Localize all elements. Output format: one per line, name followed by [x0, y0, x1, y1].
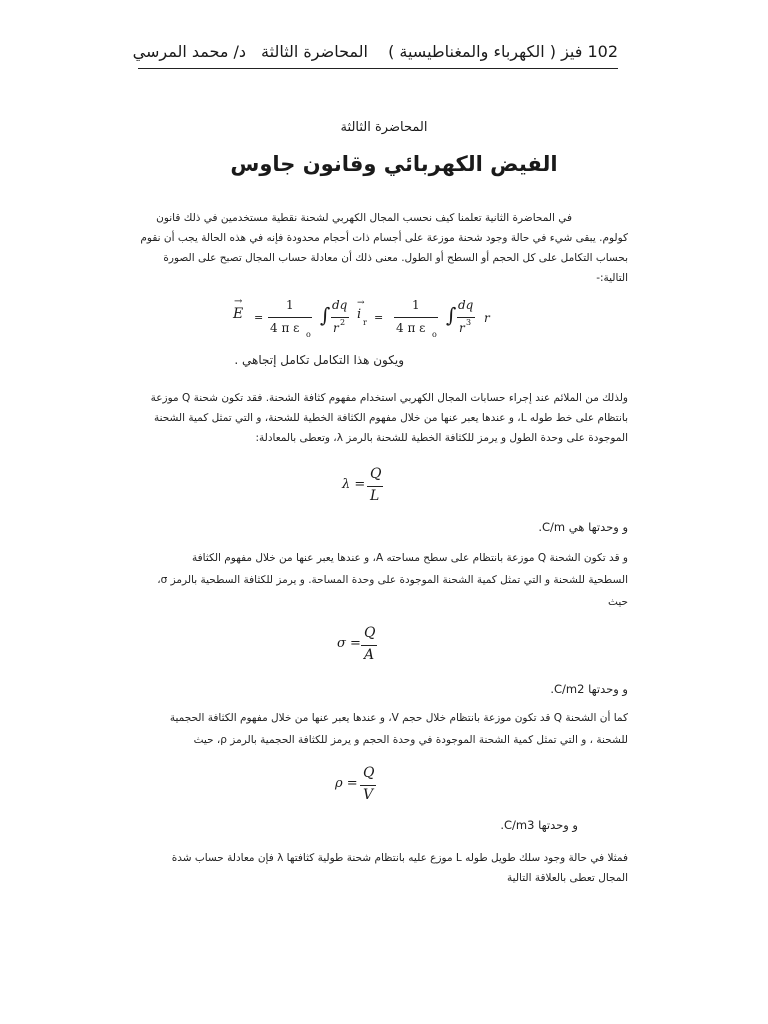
eq-rho-den: V: [363, 787, 374, 803]
eq-lambda-num: Q: [370, 466, 382, 482]
eq1-dq: dq: [332, 298, 348, 312]
eq-sigma-den: A: [364, 647, 375, 663]
intro-line-4: التالية:-: [596, 272, 628, 284]
eq1-dq-2: dq: [458, 298, 474, 312]
linear-line-2: بانتظام على خط طوله L، و عندها يعبر عنها من خلال مفهوم الكثافة الخطية للشحنة، و التي تمثل كمية الشحنة: [153, 412, 628, 424]
unit-rho: و وحدتها C/m3.: [500, 818, 578, 832]
running-header: [132, 40, 618, 66]
header-rule: [138, 68, 618, 69]
page-title: الفيض الكهربائي وقانون جاوس: [230, 152, 558, 176]
eq1-r3: r: [459, 321, 465, 335]
final-line-2: المجال تعطى بالعلاقة التالية: [507, 872, 628, 884]
surface-line-2: السطحية للشحنة و التي تمثل كمية الشحنة الموجودة على وحدة المساحة. و يرمز للكثافة السطحية بالرمز σ،: [157, 574, 628, 586]
header-author: د/ محمد المرسي: [132, 42, 246, 61]
eq1-fraction-bar: [268, 317, 312, 318]
volume-line-1: كما أن الشحنة Q قد تكون موزعة بانتظام خلال حجم V، و عندها يعبر عنها من خلال مفهوم الكثافة الحجمية: [169, 712, 628, 724]
eq1-denominator: 4 π ε: [270, 321, 300, 335]
eq1-unit-arrow: →: [357, 298, 365, 308]
surface-line-3: حيث: [608, 596, 628, 608]
eq1-sup-2: 2: [340, 318, 346, 327]
final-line-1: فمثلا في حالة وجود سلك طويل طوله L موزع عليه بانتظام شحنة طولية كثافتها λ فإن معادلة حساب شدة: [171, 852, 628, 864]
eq-sigma-bar: [361, 645, 377, 646]
eq1-equals: =: [254, 311, 264, 324]
intro-line-2: كولوم. يبقى شيء في حالة وجود شحنة موزعة على أجسام ذات أحجام محدودة فإنه في هذه الحالة يجب أن نقوم: [140, 232, 628, 244]
volume-line-2: للشحنة ، و التي تمثل كمية الشحنة الموجودة في وحدة الحجم و يرمز للكثافة الحجمية بالرمز ρ، حيث: [193, 734, 628, 746]
eq-sigma-lhs: σ =: [337, 636, 361, 651]
integral-note: ويكون هذا التكامل تكامل إتجاهي .: [234, 353, 404, 367]
linear-line-1: ولذلك من الملائم عند إجراء حسابات المجال الكهربي استخدام مفهوم كثافة الشحنة. فقد تكون شحنة Q موزعة: [150, 392, 628, 404]
unit-sigma: و وحدتها C/m2.: [550, 682, 628, 696]
eq1-r: r: [333, 321, 339, 335]
eq-lambda-lhs: λ =: [342, 477, 366, 492]
eq-rho-num: Q: [363, 765, 375, 781]
surface-line-1: و قد تكون الشحنة Q موزعة بانتظام على سطح مساحته A، و عندها يعبر عنها من خلال مفهوم الكثافة: [192, 552, 628, 564]
intro-line-3: بحساب التكامل على كل الحجم أو السطح أو الطول. معنى ذلك أن معادلة حساب المجال تصبح على الصورة: [163, 252, 628, 264]
eq1-r-vector: r: [484, 311, 490, 325]
eq1-sub-o-2: o: [432, 330, 437, 339]
header-course: 102 فيز ( الكهرباء والمغناطيسية ): [388, 42, 618, 61]
eq1-sub-r: r: [363, 318, 367, 327]
unit-lambda: و وحدتها هي C/m.: [538, 520, 628, 534]
eq1-numerator-2: 1: [412, 298, 420, 312]
eq-lambda-bar: [367, 486, 383, 487]
eq-rho-bar: [360, 785, 376, 786]
lecture-label: المحاضرة الثالثة: [340, 120, 428, 135]
eq1-sup-3: 3: [466, 318, 472, 327]
header-lecture: المحاضرة الثالثة: [261, 42, 368, 61]
eq-sigma-num: Q: [364, 625, 376, 641]
eq1-vector-arrow: →: [234, 296, 243, 307]
linear-line-3: الموجودة على وحدة الطول و يرمز للكثافة الخطية للشحنة بالرمز λ، وتعطى بالمعادلة:: [255, 432, 628, 444]
eq1-integral: ∫: [320, 303, 331, 327]
eq1-integral-2: ∫: [446, 303, 457, 327]
eq-lambda-den: L: [370, 488, 380, 504]
eq1-numerator: 1: [286, 298, 294, 312]
eq-rho-lhs: ρ =: [335, 776, 358, 791]
eq1-equals-2: =: [374, 311, 384, 324]
intro-line-1: في المحاضرة الثانية تعلمنا كيف نحسب المجال الكهربي لشحنة نقطية مستخدمين في ذلك قانون: [156, 212, 572, 224]
eq1-unit-i: i: [357, 307, 362, 322]
eq1-denominator-2: 4 π ε: [396, 321, 426, 335]
eq1-fraction-bar-2: [394, 317, 438, 318]
eq1-sub-o: o: [306, 330, 311, 339]
eq1-E: E: [233, 306, 244, 322]
